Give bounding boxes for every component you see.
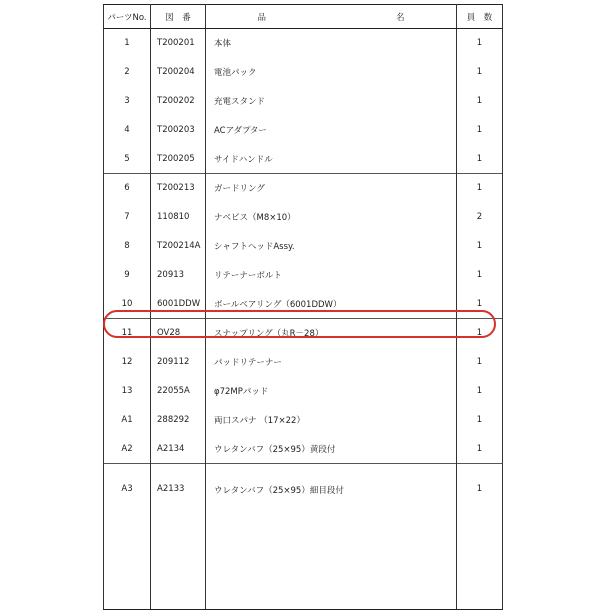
drawing-no-cell: 110810 (151, 203, 206, 232)
quantity-cell: 1 (457, 260, 503, 289)
part-name-cell: ウレタンバフ（25×95）黄段付 (206, 434, 457, 463)
quantity-cell: 1 (457, 29, 503, 58)
quantity-cell: 1 (457, 232, 503, 261)
part-no-cell: 7 (104, 203, 151, 232)
part-name-cell: シャフトヘッドAssy. (206, 232, 457, 261)
part-no-cell: 10 (104, 289, 151, 318)
part-name-cell: ナベビス（M8×10） (206, 203, 457, 232)
table-row (104, 232, 503, 261)
quantity-cell: 1 (457, 115, 503, 144)
table-row (104, 463, 503, 609)
part-no-cell: 3 (104, 87, 151, 116)
part-name-cell: サイドハンドル (206, 144, 457, 173)
header-part-name-b: 名 (396, 12, 405, 23)
parts-table (103, 4, 503, 610)
drawing-no-cell: 6001DDW (151, 289, 206, 318)
part-no-cell: 4 (104, 115, 151, 144)
header-part-name-a: 品 (257, 12, 266, 23)
quantity-cell: 1 (457, 348, 503, 377)
table-row (104, 260, 503, 289)
parts-list-sheet (103, 4, 498, 596)
quantity-cell: 1 (457, 377, 503, 406)
drawing-no-cell: 288292 (151, 405, 206, 434)
part-no-cell: 2 (104, 58, 151, 87)
part-name-cell: ウレタンバフ（25×95）細目段付 (206, 463, 457, 609)
header-drawing-no: 図 番 (151, 5, 206, 29)
drawing-no-cell: OV28 (151, 318, 206, 347)
table-row (104, 318, 503, 347)
part-name-cell: ACアダプター (206, 115, 457, 144)
part-name-cell: φ72MPパッド (206, 377, 457, 406)
part-name-cell: スナップリング（丸R－28） (206, 318, 457, 347)
part-no-cell: 8 (104, 232, 151, 261)
quantity-cell: 1 (457, 58, 503, 87)
quantity-cell: 1 (457, 318, 503, 347)
table-row (104, 289, 503, 318)
quantity-cell: 1 (457, 289, 503, 318)
quantity-cell: 1 (457, 434, 503, 463)
part-no-cell: 6 (104, 173, 151, 202)
table-row (104, 29, 503, 58)
drawing-no-cell: T200205 (151, 144, 206, 173)
part-name-cell: パッドリテーナー (206, 348, 457, 377)
drawing-no-cell: 22055A (151, 377, 206, 406)
quantity-cell: 1 (457, 463, 503, 609)
part-no-cell: A2 (104, 434, 151, 463)
table-row (104, 434, 503, 463)
part-name-cell: ボールベアリング（6001DDW） (206, 289, 457, 318)
drawing-no-cell: T200203 (151, 115, 206, 144)
table-row (104, 203, 503, 232)
table-header-row (104, 5, 503, 29)
table-row (104, 377, 503, 406)
quantity-cell: 1 (457, 405, 503, 434)
header-part-no: パーツNo. (104, 5, 151, 29)
drawing-no-cell: A2134 (151, 434, 206, 463)
drawing-no-cell: T200213 (151, 173, 206, 202)
part-name-cell: 両口スパナ （17×22） (206, 405, 457, 434)
part-no-cell: 5 (104, 144, 151, 173)
part-name-cell: 充電スタンド (206, 87, 457, 116)
drawing-no-cell: T200202 (151, 87, 206, 116)
drawing-no-cell: 209112 (151, 348, 206, 377)
quantity-cell: 1 (457, 144, 503, 173)
quantity-cell: 1 (457, 173, 503, 202)
table-row (104, 144, 503, 173)
table-row (104, 87, 503, 116)
part-no-cell: A3 (104, 463, 151, 609)
table-row (104, 115, 503, 144)
quantity-cell: 2 (457, 203, 503, 232)
part-name-cell: ガードリング (206, 173, 457, 202)
header-quantity: 員 数 (457, 5, 503, 29)
quantity-cell: 1 (457, 87, 503, 116)
part-name-cell: 本体 (206, 29, 457, 58)
drawing-no-cell: 20913 (151, 260, 206, 289)
part-name-cell: リテーナーボルト (206, 260, 457, 289)
part-no-cell: 12 (104, 348, 151, 377)
table-row (104, 58, 503, 87)
drawing-no-cell: T200201 (151, 29, 206, 58)
table-row (104, 348, 503, 377)
header-part-name (206, 5, 457, 29)
drawing-no-cell: T200204 (151, 58, 206, 87)
part-no-cell: 9 (104, 260, 151, 289)
part-no-cell: 11 (104, 318, 151, 347)
drawing-no-cell: T200214A (151, 232, 206, 261)
drawing-no-cell: A2133 (151, 463, 206, 609)
part-no-cell: A1 (104, 405, 151, 434)
part-no-cell: 13 (104, 377, 151, 406)
part-no-cell: 1 (104, 29, 151, 58)
table-row (104, 405, 503, 434)
part-name-cell: 電池パック (206, 58, 457, 87)
table-row (104, 173, 503, 202)
